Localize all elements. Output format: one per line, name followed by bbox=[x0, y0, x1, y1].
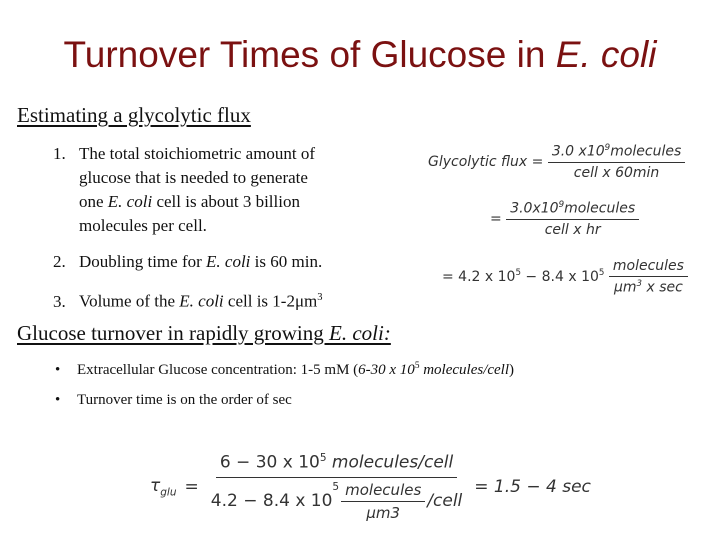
fraction-numerator-unit: molecules bbox=[610, 143, 682, 160]
superscript: 9 bbox=[558, 200, 565, 210]
bullet-text-italic: 6-30 x 10 bbox=[358, 362, 415, 378]
list-line: The total stoichiometric amount of bbox=[79, 144, 316, 163]
fraction-numerator-unit: molecules bbox=[564, 200, 636, 217]
superscript: 5 bbox=[515, 268, 521, 279]
flux-fraction bbox=[506, 200, 639, 238]
bullet-item bbox=[55, 361, 514, 379]
tau-result: = 1.5 − 4 sec bbox=[474, 476, 591, 497]
slide-title bbox=[0, 34, 720, 76]
flux-fraction bbox=[548, 143, 685, 181]
fraction-numerator: 6 − 30 x 10 bbox=[219, 452, 320, 473]
fraction-numerator: 3.0x10 bbox=[510, 200, 559, 217]
flux-fraction bbox=[609, 258, 688, 296]
list-line: one bbox=[79, 192, 108, 211]
tau-equation bbox=[150, 452, 591, 522]
inner-fraction-denominator: μm3 bbox=[366, 503, 401, 522]
superscript: 5 bbox=[332, 480, 340, 493]
fraction-denominator-unit: /cell bbox=[427, 491, 463, 512]
heading-text-italic: E. coli: bbox=[329, 321, 391, 345]
superscript: 3 bbox=[636, 279, 643, 289]
equals-sign: = bbox=[490, 210, 502, 227]
superscript: 5 bbox=[414, 361, 420, 371]
fraction-denominator: μm bbox=[613, 279, 637, 296]
bullet-dot: • bbox=[55, 392, 61, 408]
list-text: cell is 1-2μm bbox=[223, 291, 318, 311]
tau-letter: τ bbox=[150, 475, 161, 496]
flux-equation-1 bbox=[428, 143, 685, 181]
list-item bbox=[53, 142, 383, 238]
list-text: is 60 min. bbox=[250, 252, 323, 271]
fraction-denominator: 4.2 − 8.4 x 10 bbox=[210, 491, 333, 512]
flux-lhs: Glycolytic flux = bbox=[428, 153, 544, 170]
list-line: glucose that is needed to generate bbox=[79, 168, 308, 187]
flux-range-start: = 4.2 x 10 bbox=[442, 268, 516, 285]
superscript: 5 bbox=[598, 268, 605, 279]
list-text-italic: E. coli bbox=[206, 252, 251, 271]
fraction-denominator: cell x hr bbox=[544, 221, 601, 238]
fraction-denominator: cell x 60min bbox=[573, 164, 660, 181]
fraction-numerator: molecules bbox=[609, 258, 688, 277]
superscript: 5 bbox=[319, 452, 327, 464]
section-heading-flux: Estimating a glycolytic flux bbox=[17, 103, 251, 127]
inner-fraction bbox=[341, 481, 425, 522]
bullet-text: ) bbox=[509, 362, 515, 378]
section-heading-turnover bbox=[17, 321, 391, 346]
list-line-italic: E. coli bbox=[107, 192, 153, 211]
heading-text: Glucose turnover in rapidly growing bbox=[17, 321, 330, 345]
title-main: Turnover Times of Glucose in bbox=[63, 34, 556, 75]
list-text-italic: E. coli bbox=[179, 291, 224, 311]
flux-equation-3 bbox=[442, 258, 688, 296]
list-line: cell is about 3 billion bbox=[152, 192, 300, 211]
list-text: Volume of the bbox=[79, 291, 180, 311]
list-item bbox=[53, 250, 322, 274]
list-text: Doubling time for bbox=[79, 252, 207, 271]
list-text-superscript: 3 bbox=[317, 292, 323, 303]
title-italic: E. coli bbox=[555, 34, 657, 75]
flux-equation-2 bbox=[490, 200, 639, 238]
list-number: 1. bbox=[53, 144, 66, 163]
bullet-text: Turnover time is on the order of sec bbox=[77, 392, 292, 408]
fraction-denominator-unit: x sec bbox=[642, 279, 683, 296]
list-item bbox=[53, 286, 323, 314]
equals-sign: = bbox=[184, 476, 199, 497]
inner-fraction-numerator: molecules bbox=[341, 481, 425, 502]
fraction-numerator: 3.0 x10 bbox=[551, 143, 605, 160]
bullet-dot: • bbox=[55, 362, 61, 378]
superscript: 9 bbox=[604, 143, 611, 153]
list-number: 3. bbox=[53, 291, 66, 311]
tau-fraction bbox=[207, 452, 466, 522]
flux-range-end: − 8.4 x 10 bbox=[520, 268, 599, 285]
tau-subscript: glu bbox=[160, 486, 177, 499]
list-line: molecules per cell. bbox=[79, 216, 207, 235]
list-number: 2. bbox=[53, 252, 66, 271]
fraction-numerator-unit: molecules/cell bbox=[326, 452, 454, 473]
bullet-item bbox=[55, 392, 292, 409]
tau-symbol bbox=[150, 476, 177, 498]
bullet-text: Extracellular Glucose concentration: 1-5 mM ( bbox=[77, 362, 359, 378]
bullet-text-italic: molecules/cell bbox=[419, 362, 510, 378]
